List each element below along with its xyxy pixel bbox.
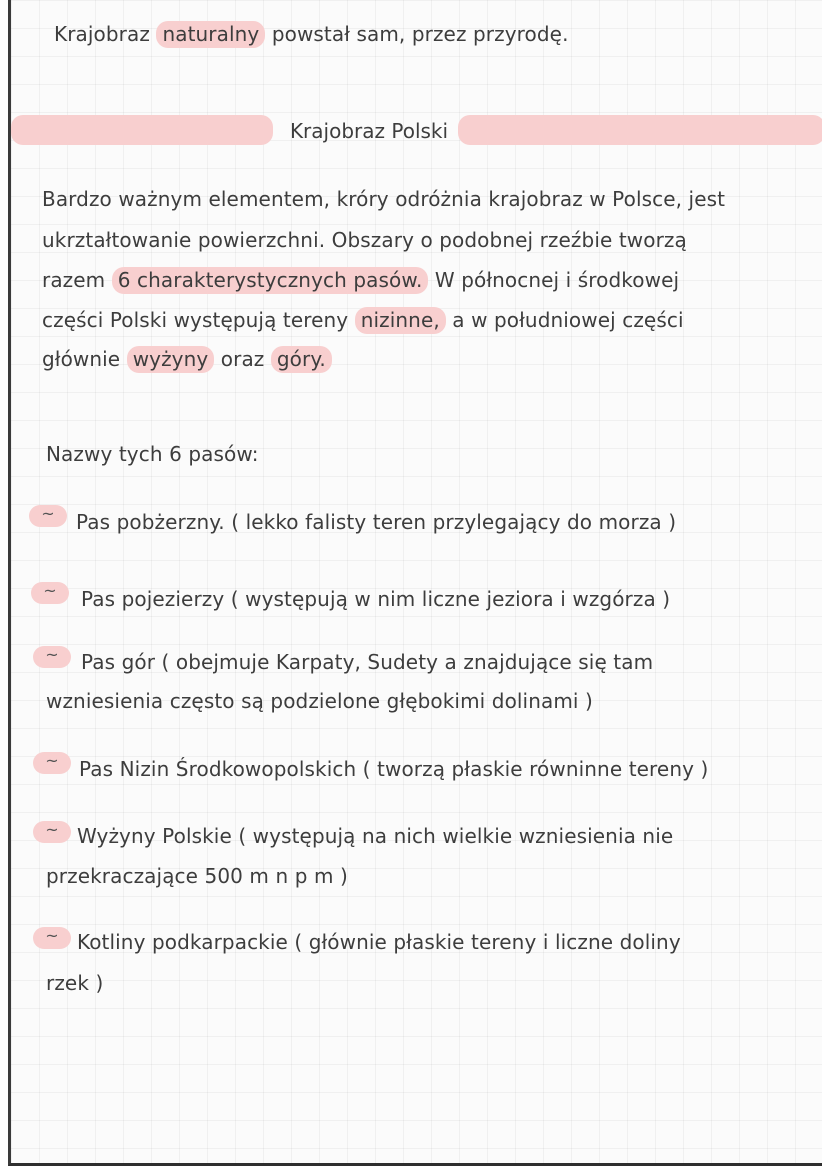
list-item-2: Pas pojezierzy ( występują w nim liczne jeziora i wzgórza ) <box>81 587 671 611</box>
section-title: Krajobraz Polski <box>289 119 449 143</box>
intro-highlight-naturalny: naturalny <box>156 21 265 48</box>
bullet-marker: ~ <box>33 927 71 949</box>
highlight-wyzyny: wyżyny <box>127 346 215 373</box>
intro-text-before: Krajobraz <box>54 22 150 46</box>
notebook-page <box>8 0 822 1166</box>
paragraph-line-2: ukrztałtowanie powierzchni. Obszary o podobnej rzeźbie tworzą <box>42 228 687 252</box>
list-item-4: Pas Nizin Środkowopolskich ( tworzą płaskie równinne tereny ) <box>79 757 709 781</box>
highlight-nizinne: nizinne, <box>355 307 446 334</box>
highlight-6-pasow: 6 charakterystycznych pasów. <box>112 267 429 294</box>
paragraph-line-4-after: a w południowej części <box>452 308 684 332</box>
paragraph-line-3 <box>42 266 679 294</box>
bullet-marker: ~ <box>33 821 71 843</box>
bullet-marker: ~ <box>29 505 67 527</box>
highlight-gory: góry. <box>271 346 332 373</box>
paragraph-line-4-before: części Polski występują tereny <box>42 308 349 332</box>
list-item-5-line-1: Wyżyny Polskie ( występują na nich wielkie wzniesienia nie <box>77 824 674 848</box>
list-item-1: Pas pobżerzny. ( lekko falisty teren przylegający do morza ) <box>76 510 677 534</box>
paragraph-line-1: Bardzo ważnym elementem, króry odróżnia krajobraz w Polsce, jest <box>42 187 726 211</box>
list-item-5-line-2: przekraczające 500 m n p m ) <box>46 864 348 888</box>
paragraph-line-5 <box>42 345 332 373</box>
list-item-3-line-1: Pas gór ( obejmuje Karpaty, Sudety a znajdujące się tam <box>81 650 654 674</box>
list-item-6-line-2: rzek ) <box>46 971 104 995</box>
intro-line <box>54 20 569 48</box>
list-item-3-line-2: wzniesienia często są podzielone głębokimi dolinami ) <box>46 689 593 713</box>
section-header-band-right <box>458 115 822 145</box>
bullet-marker: ~ <box>33 646 71 668</box>
intro-text-after: powstał sam, przez przyrodę. <box>271 22 569 46</box>
paragraph-line-5-mid: oraz <box>220 347 265 371</box>
section-header-band-left <box>11 115 273 145</box>
paragraph-line-3-before: razem <box>42 268 106 292</box>
list-item-6-line-1: Kotliny podkarpackie ( głównie płaskie tereny i liczne doliny <box>77 930 681 954</box>
paragraph-line-3-after: W północnej i środkowej <box>434 268 680 292</box>
list-heading: Nazwy tych 6 pasów: <box>46 442 259 466</box>
bullet-marker: ~ <box>33 752 71 774</box>
paragraph-line-5-before: głównie <box>42 347 121 371</box>
paragraph-line-4 <box>42 306 684 334</box>
bullet-marker: ~ <box>31 582 69 604</box>
